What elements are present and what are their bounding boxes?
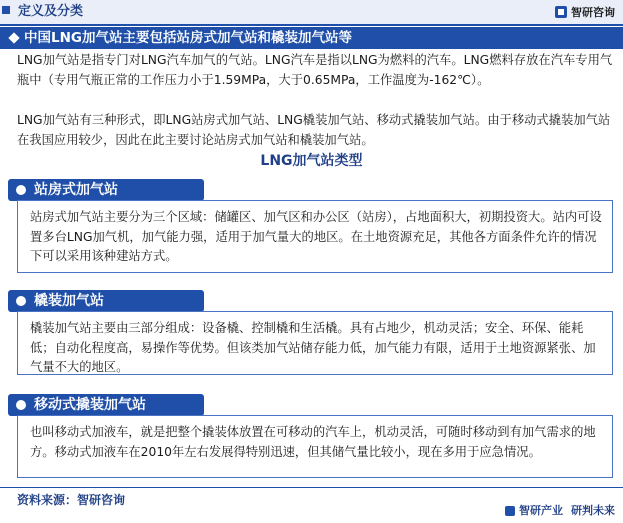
- intro-paragraph-1: LNG加气站是指专门对LNG汽车加气的气站。LNG汽车是指以LNG为燃料的汽车。LNG燃料存放在汽车专用气瓶中（专用气瓶正常的工作压力小于1.59MPa，大于0.65MPa，工作温度为-162℃）。: [17, 53, 613, 87]
- square-icon: [2, 6, 10, 14]
- section-header-station-house: [8, 179, 204, 201]
- bullet-circle-icon: [16, 296, 26, 306]
- slogan-part-1: 智研产业: [519, 504, 563, 517]
- title-banner: [0, 27, 623, 49]
- footer-divider: [0, 487, 623, 488]
- brand-icon: [505, 506, 515, 516]
- slogan-part-2: 研判未来: [571, 504, 615, 517]
- section-title: 橇装加气站: [34, 293, 104, 309]
- brand-icon: [555, 6, 567, 18]
- section-subtitle: LNG加气站类型: [260, 153, 363, 169]
- footer-slogan: [505, 503, 615, 519]
- source-label: 资料来源：智研咨询: [17, 493, 126, 507]
- header-bar: [0, 0, 623, 24]
- brand-logo: [555, 3, 615, 21]
- section-body-skid-mounted: 橇装加气站主要由三部分组成：设备橇、控制橇和生活橇。具有占地少，机动灵活；安全、环保、能耗低；自动化程度高，易操作等优势。但该类加气站储存能力低，加气能力有限，适用于土地资源紧张、加气量不大的地区。: [17, 311, 613, 375]
- section-header-skid-mounted: [8, 290, 204, 312]
- diamond-icon: [8, 32, 19, 43]
- section-body-mobile: 也叫移动式加液车，就是把整个撬装体放置在可移动的汽车上，机动灵活，可随时移动到有加气需求的地方。移动式加液车在2010年左右发展得特别迅速，但其储气量比较小，现在多用于应急情况。: [17, 415, 613, 478]
- section-title: 站房式加气站: [34, 182, 118, 198]
- brand-name: 智研咨询: [571, 6, 615, 19]
- category-label: 定义及分类: [18, 4, 84, 19]
- bullet-circle-icon: [16, 185, 26, 195]
- section-title: 移动式撬装加气站: [34, 397, 146, 413]
- header-divider: [0, 24, 623, 26]
- section-header-mobile: [8, 394, 204, 416]
- section-body-station-house: 站房式加气站主要分为三个区域：储罐区、加气区和办公区（站房），占地面积大，初期投资大。站内可设置多台LNG加气机，加气能力强，适用于加气量大的地区。在土地资源充足，其他各方面条件允许的情况下可以采用该种建站方式。: [17, 200, 613, 273]
- page-title: 中国LNG加气站主要包括站房式加气站和橇装加气站等: [24, 30, 352, 46]
- bullet-circle-icon: [16, 400, 26, 410]
- intro-paragraph-2: LNG加气站有三种形式，即LNG站房式加气站、LNG橇装加气站、移动式撬装加气站。由于移动式撬装加气站在我国应用较少，因此在此主要讨论站房式加气站和橇装加气站。: [17, 113, 611, 147]
